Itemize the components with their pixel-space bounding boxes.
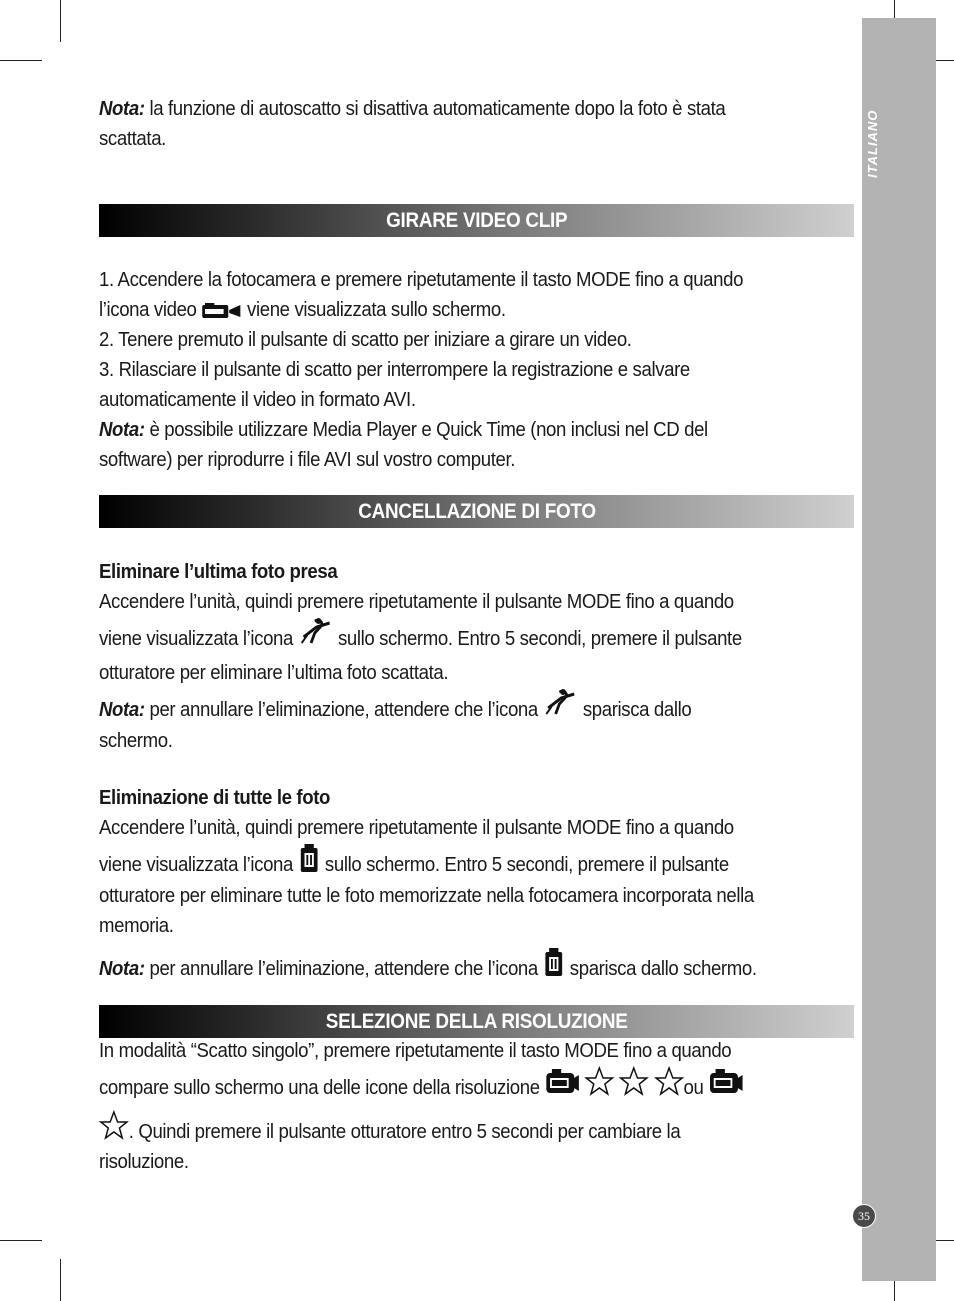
star-outline-icon bbox=[585, 1066, 615, 1096]
nota-label: Nota: bbox=[99, 98, 145, 120]
language-sidebar bbox=[862, 18, 936, 1281]
nota-label: Nota: bbox=[99, 958, 145, 980]
page-number: 35 bbox=[852, 1204, 876, 1228]
nota-label: Nota: bbox=[99, 699, 145, 721]
resolution-instructions: In modalità “Scatto singolo”, premere ripetutamente il tasto MODE fino a quando compare sullo schermo una delle icone della risoluzione ou . Quindi premere il pulsante otturatore entro 5 secondi per cambiare la risoluzione. bbox=[99, 1036, 806, 1177]
star-outline-icon bbox=[99, 1110, 129, 1140]
nota-label: Nota: bbox=[99, 419, 145, 441]
star-outline-icon bbox=[619, 1066, 649, 1096]
language-label: ITALIANO bbox=[865, 109, 880, 178]
video-camera-icon bbox=[201, 302, 242, 320]
crop-mark bbox=[0, 1240, 42, 1241]
video-instructions: 1. Accendere la fotocamera e premere ripetutamente il tasto MODE fino a quando l’icona video viene visualizzata sullo schermo. 2. Tenere premuto il pulsante di scatto per iniziare a girare un video. 3. Rilasciare il pulsante di scatto per interrompere la registrazione e salvare automaticamente il video in formato AVI. Nota: è possibile utilizzare Media Player e Quick Time (non inclusi nel CD del software) per riprodurre i file AVI sul vostro computer. bbox=[99, 269, 744, 471]
resolution-mode-icon bbox=[708, 1066, 743, 1096]
crop-mark bbox=[60, 1259, 61, 1301]
crop-mark bbox=[0, 60, 42, 61]
crop-mark bbox=[60, 0, 61, 42]
section-header-delete: CANCELLAZIONE DI FOTO bbox=[99, 495, 854, 528]
delete-one-icon bbox=[298, 617, 333, 647]
delete-all-icon bbox=[298, 843, 320, 873]
delete-one-icon bbox=[543, 688, 578, 718]
subheading: Eliminare l’ultima foto presa bbox=[99, 561, 338, 583]
subheading: Eliminazione di tutte le foto bbox=[99, 787, 331, 809]
delete-last-photo: Eliminare l’ultima foto presa Accendere l’unità, quindi premere ripetutamente il pulsante MODE fino a quando viene visualizzata l’icona sullo schermo. Entro 5 secondi, premere il pulsante otturatore per eliminare l’ultima foto scattata. Nota: per annullare l’eliminazione, attendere che l’icona sparisca dallo schermo. bbox=[99, 557, 806, 747]
resolution-mode-icon bbox=[544, 1066, 579, 1096]
star-outline-icon bbox=[654, 1066, 684, 1096]
section-header-video: GIRARE VIDEO CLIP bbox=[99, 204, 854, 237]
section-header-resolution: SELEZIONE DELLA RISOLUZIONE bbox=[99, 1005, 854, 1038]
delete-all-icon bbox=[543, 947, 565, 977]
intro-note: Nota: la funzione di autoscatto si disattiva automaticamente dopo la foto è stata scattata. bbox=[99, 98, 726, 150]
delete-all-photos: Eliminazione di tutte le foto Accendere l’unità, quindi premere ripetutamente il pulsante MODE fino a quando viene visualizzata l’icona sullo schermo. Entro 5 secondi, premere il pulsante otturatore per eliminare tutte le foto memorizzate nella fotocamera incorporata nella memoria. Nota: per annullare l’eliminazione, attendere che l’icona sparisca dallo schermo. bbox=[99, 783, 806, 986]
